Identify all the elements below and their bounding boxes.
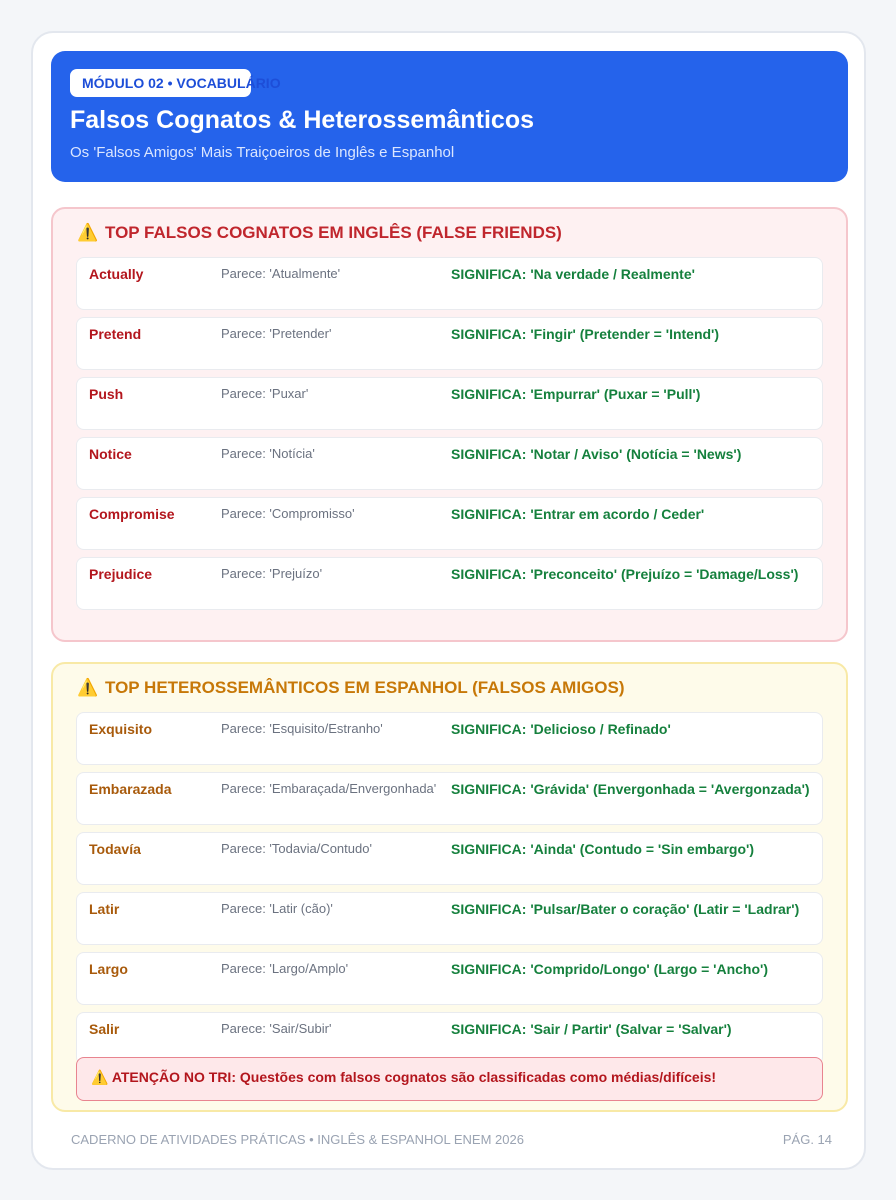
looks-like: Parece: 'Notícia' — [221, 446, 315, 461]
list-item — [76, 952, 823, 1005]
meaning: SIGNIFICA: 'Notar / Aviso' (Notícia = 'News') — [451, 446, 742, 462]
term: Largo — [89, 961, 128, 977]
tri-warning-text: ATENÇÃO NO TRI: Questões com falsos cognatos são classificadas como médias/difíceis! — [111, 1069, 717, 1085]
meaning: SIGNIFICA: 'Empurrar' (Puxar = 'Pull') — [451, 386, 701, 402]
meaning: SIGNIFICA: 'Pulsar/Bater o coração' (Latir = 'Ladrar') — [451, 901, 800, 917]
meaning: SIGNIFICA: 'Entrar em acordo / Ceder' — [451, 506, 705, 522]
english-section-title-text: TOP FALSOS COGNATOS EM INGLÊS (FALSE FRIENDS) — [105, 223, 562, 242]
spanish-term-list — [76, 712, 823, 1072]
looks-like: Parece: 'Todavia/Contudo' — [221, 841, 372, 856]
term: Notice — [89, 446, 132, 462]
term: Salir — [89, 1021, 120, 1037]
term: Compromise — [89, 506, 175, 522]
term: Actually — [89, 266, 144, 282]
spanish-false-friends-section — [51, 662, 848, 1112]
looks-like: Parece: 'Atualmente' — [221, 266, 341, 281]
module-badge: MÓDULO 02 • VOCABULÁRIO — [70, 69, 251, 97]
looks-like: Parece: 'Largo/Amplo' — [221, 961, 349, 976]
list-item — [76, 497, 823, 550]
list-item — [76, 437, 823, 490]
meaning: SIGNIFICA: 'Fingir' (Pretender = 'Intend') — [451, 326, 720, 342]
term: Latir — [89, 901, 120, 917]
meaning: SIGNIFICA: 'Preconceito' (Prejuízo = 'Damage/Loss') — [451, 566, 799, 582]
looks-like: Parece: 'Prejuízo' — [221, 566, 323, 581]
list-item — [76, 377, 823, 430]
meaning: SIGNIFICA: 'Sair / Partir' (Salvar = 'Salvar') — [451, 1021, 732, 1037]
page-subtitle: Os 'Falsos Amigos' Mais Traiçoeiros de Inglês e Espanhol — [70, 144, 455, 161]
meaning: SIGNIFICA: 'Comprido/Longo' (Largo = 'Ancho') — [451, 961, 769, 977]
page-card — [31, 31, 866, 1170]
module-header — [51, 51, 848, 182]
english-term-list — [76, 257, 823, 617]
warning-icon: ⚠️ — [77, 678, 99, 697]
tri-warning-box — [76, 1057, 823, 1101]
spanish-section-title-text: TOP HETEROSSEMÂNTICOS EM ESPANHOL (FALSOS AMIGOS) — [105, 678, 625, 697]
looks-like: Parece: 'Sair/Subir' — [221, 1021, 332, 1036]
list-item — [76, 257, 823, 310]
term: Push — [89, 386, 124, 402]
meaning: SIGNIFICA: 'Ainda' (Contudo = 'Sin embargo') — [451, 841, 755, 857]
term: Pretend — [89, 326, 142, 342]
list-item — [76, 712, 823, 765]
term: Prejudice — [89, 566, 153, 582]
page-title: Falsos Cognatos & Heterossemânticos — [70, 106, 535, 134]
list-item — [76, 557, 823, 610]
meaning: SIGNIFICA: 'Grávida' (Envergonhada = 'Avergonzada') — [451, 781, 810, 797]
list-item — [76, 317, 823, 370]
looks-like: Parece: 'Embaraçada/Envergonhada' — [221, 781, 437, 796]
looks-like: Parece: 'Pretender' — [221, 326, 332, 341]
list-item — [76, 772, 823, 825]
term: Embarazada — [89, 781, 172, 797]
warning-icon: ⚠️ — [77, 223, 99, 242]
english-false-friends-section — [51, 207, 848, 642]
list-item — [76, 892, 823, 945]
warning-icon: ⚠️ — [91, 1069, 109, 1085]
spanish-section-title — [77, 678, 625, 698]
page-number: PÁG. 14 — [782, 1132, 832, 1147]
meaning: SIGNIFICA: 'Na verdade / Realmente' — [451, 266, 695, 282]
footer-caption: CADERNO DE ATIVIDADES PRÁTICAS • INGLÊS & ESPANHOL ENEM 2026 — [71, 1132, 524, 1147]
term: Todavía — [89, 841, 141, 857]
english-section-title — [77, 223, 562, 243]
looks-like: Parece: 'Latir (cão)' — [221, 901, 333, 916]
looks-like: Parece: 'Compromisso' — [221, 506, 355, 521]
meaning: SIGNIFICA: 'Delicioso / Refinado' — [451, 721, 671, 737]
term: Exquisito — [89, 721, 153, 737]
looks-like: Parece: 'Esquisito/Estranho' — [221, 721, 383, 736]
looks-like: Parece: 'Puxar' — [221, 386, 309, 401]
list-item — [76, 832, 823, 885]
